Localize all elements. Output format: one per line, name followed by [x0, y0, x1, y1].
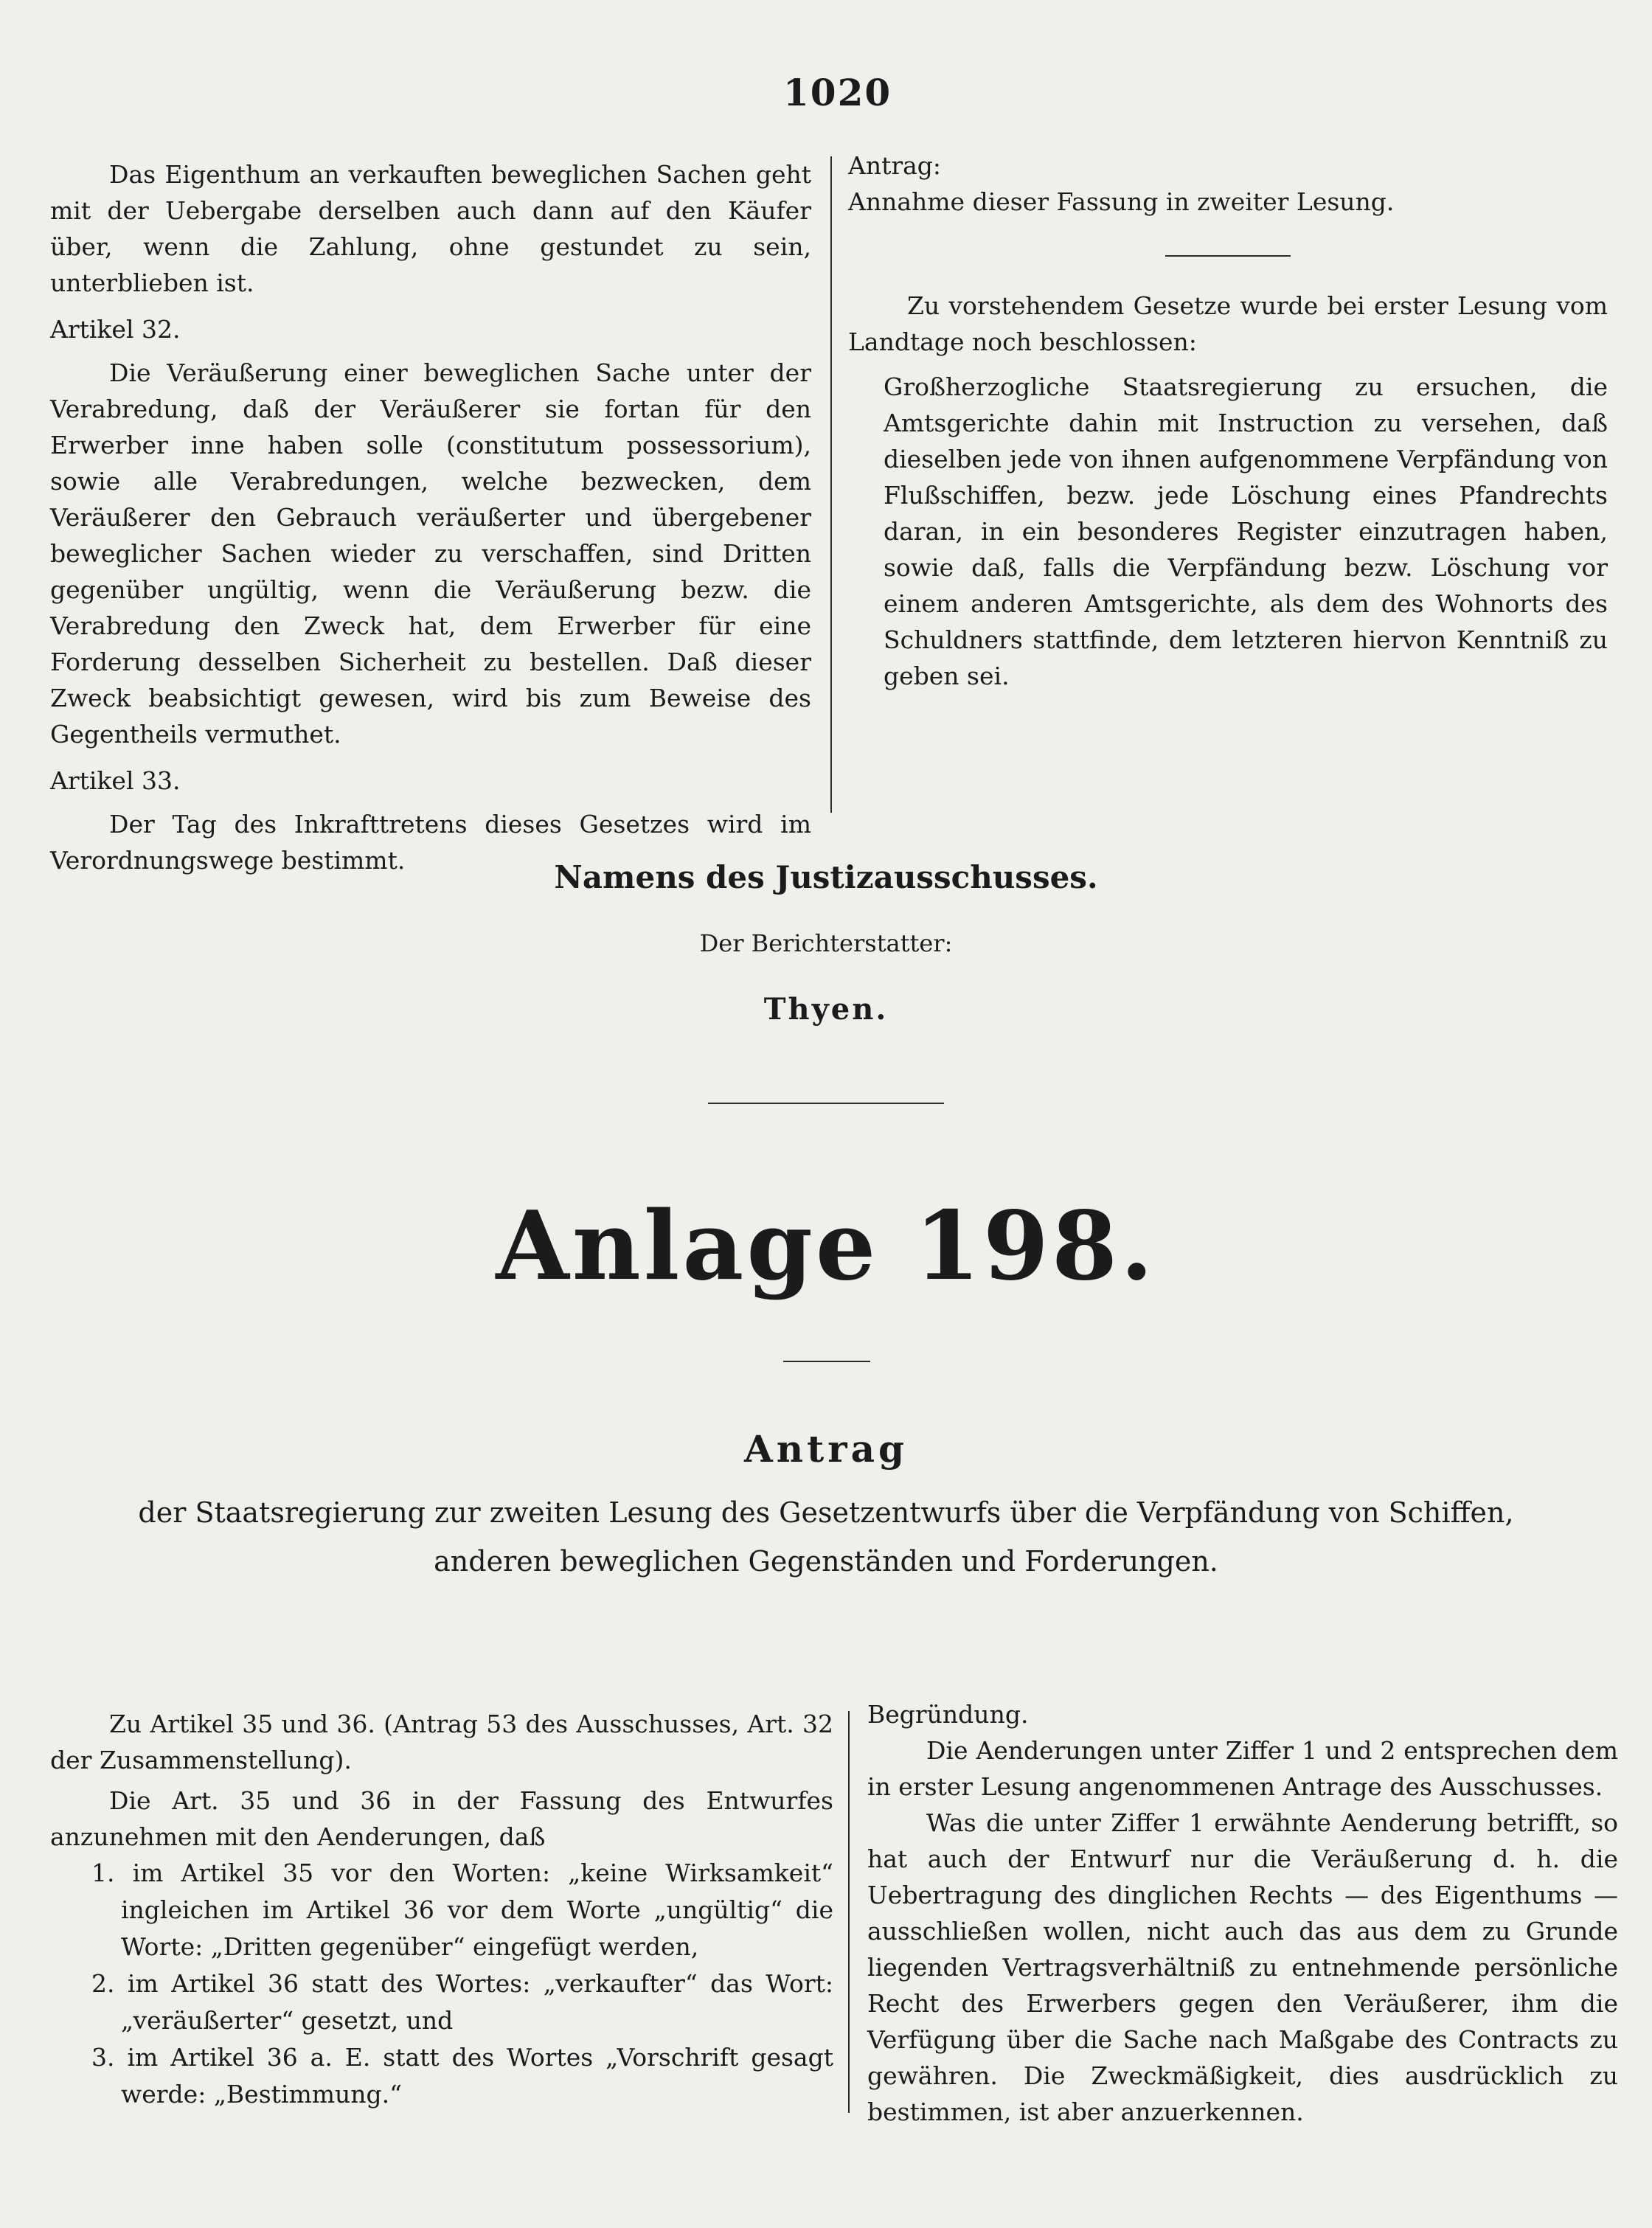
reporter-name: Thyen. [763, 992, 889, 1027]
right-column-bottom [867, 1696, 1618, 2130]
right-column-top [848, 148, 1608, 694]
begruendung-title: Begründung. [867, 1700, 1029, 1729]
antrag-label: Antrag: [848, 151, 942, 180]
amendment-intro: Die Art. 35 und 36 in der Fassung des Entwurfes anzunehmen mit den Aenderungen, daß [50, 1786, 833, 1851]
committee-name: Namens des Justizausschusses. [554, 859, 1098, 895]
antrag-heading: Antrag [744, 1427, 908, 1471]
amendment-list [50, 1855, 833, 2113]
resolution-intro: Zu vorstehendem Gesetze wurde bei erster Lesung vom Landtage noch beschlossen: [848, 291, 1608, 356]
page-number: 1020 [783, 71, 892, 114]
begruendung-para1: Die Aenderungen unter Ziffer 1 und 2 entsprechen dem in erster Lesung angenommenen Antrage des Ausschusses. [867, 1736, 1618, 1801]
left-column-top [50, 156, 811, 878]
article-35-36-intro: Zu Artikel 35 und 36. (Antrag 53 des Ausschusses, Art. 32 der Zusammenstellung). [50, 1710, 833, 1774]
resolution-text: Großherzogliche Staatsregierung zu ersuchen, die Amtsgerichte dahin mit Instruction zu versehen, daß dieselben jede von ihnen aufgenommene Verpfändung von Flußschiffen, bezw. jede Löschung eines Pfandrechts daran, in ein besonderes Register einzutragen haben, sowie daß, falls die Verpfändung bezw. Löschung vor einem anderen Amtsgerichte, als dem des Wohnorts des Schuldners stattfinde, dem letzteren hiervon Kenntniß zu geben sei. [884, 372, 1608, 690]
separator-rule [708, 1103, 944, 1104]
anlage-title: Anlage 198. [496, 1191, 1156, 1302]
column-divider-top [830, 156, 832, 813]
reporter-role: Der Berichterstatter: [699, 929, 953, 957]
left-column-bottom [50, 1706, 833, 2113]
article-33-text: Der Tag des Inkrafttretens dieses Gesetzes wird im Verordnungswege bestimmt. [50, 810, 811, 875]
short-rule [1165, 255, 1291, 257]
list-item: 1. im Artikel 35 vor den Worten: „keine Wirksamkeit“ ingleichen im Artikel 36 vor dem Worte „ungültig“ die Worte: „Dritten gegenüber“ eingefügt werden, [91, 1859, 833, 1961]
anlage-rule [783, 1361, 870, 1362]
list-item: 3. im Artikel 36 a. E. statt des Wortes „Vorschrift gesagt werde: „Bestimmung.“ [91, 2043, 833, 2109]
article-33-title: Artikel 33. [50, 766, 181, 795]
antrag-subtitle: der Staatsregierung zur zweiten Lesung des Gesetzentwurfs über die Verpfändung von Schiffen, anderen beweglichen Gegenständen und Forderungen. [138, 1496, 1514, 1578]
antrag-text: Annahme dieser Fassung in zweiter Lesung. [848, 187, 1395, 216]
begruendung-para2: Was die unter Ziffer 1 erwähnte Aenderung betrifft, so hat auch der Entwurf nur die Veräußerung d. h. die Uebertragung des dinglichen Rechts — des Eigenthums — ausschließen wollen, nicht auch das aus dem zu Grunde liegenden Vertragsverhältniß zu entnehmende persönliche Recht des Erwerbers gegen den Veräußerer, ihm die Verfügung über die Sache nach Maßgabe des Contracts zu gewähren. Die Zweckmäßigkeit, dies ausdrücklich zu bestimmen, ist aber anzuerkennen. [867, 1808, 1618, 2126]
column-divider-bottom [848, 1711, 850, 2113]
list-item: 2. im Artikel 36 statt des Wortes: „verkaufter“ das Wort: „veräußerter“ gesetzt, und [91, 1969, 833, 2035]
article-32-title: Artikel 32. [50, 315, 181, 344]
paragraph-ownership: Das Eigenthum an verkauften beweglichen Sachen geht mit der Uebergabe derselben auch dann auf den Käufer über, wenn die Zahlung, ohne gestundet zu sein, unterblieben ist. [50, 160, 811, 297]
article-32-text: Die Veräußerung einer beweglichen Sache unter der Verabredung, daß der Veräußerer sie fortan für den Erwerber inne haben solle (constitutum possessorium), sowie alle Verabredungen, welche bezwecken, dem Veräußerer den Gebrauch veräußerter und übergebener beweglicher Sachen wieder zu verschaffen, sind Dritten gegenüber ungültig, wenn die Veräußerung bezw. die Verabredung den Zweck hat, dem Erwerber für eine Forderung desselben Sicherheit zu bestellen. Daß dieser Zweck beabsichtigt gewesen, wird bis zum Beweise des Gegentheils vermuthet. [50, 358, 811, 749]
